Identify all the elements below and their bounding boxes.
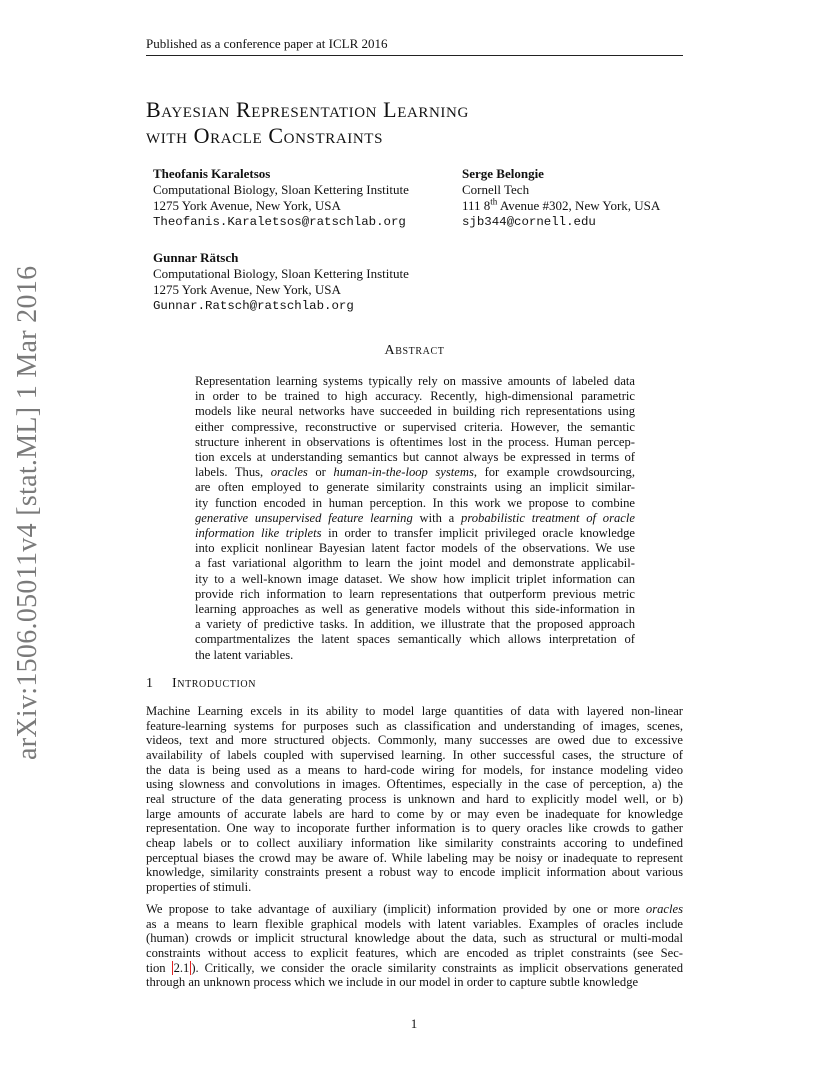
abstract-line: into explicit nonlinear Bayesian latent factor models of the observations. We use (195, 541, 635, 556)
abstract-line: ity to a well-known image dataset. We show how implicit triplet information can (195, 571, 635, 586)
paragraph-line: as a means to learn flexible graphical models with latent variables. Examples of oracles include (146, 916, 683, 931)
abstract-line: Representation learning systems typically rely on massive amounts of labeled data (195, 374, 635, 388)
header-rule (146, 55, 683, 56)
author-address (462, 198, 660, 214)
abstract-line: either compressive, reconstructive or supervised criteria. However, the semantic (195, 419, 635, 434)
address-superscript: th (490, 196, 498, 207)
address-part: Avenue #302, New York, USA (497, 198, 661, 213)
emphasis: probabilistic treatment of oracle (461, 510, 635, 525)
author-address: 1275 York Avenue, New York, USA (153, 282, 341, 297)
paragraph-line: representation. One way to incoporate further information is to query oracles like crowds to gather (146, 821, 683, 836)
author-name: Theofanis Karaletsos (153, 166, 271, 181)
author-email[interactable]: Theofanis.Karaletsos@ratschlab.org (153, 215, 406, 229)
author-affiliation: Computational Biology, Sloan Kettering Institute (153, 182, 409, 197)
text-run: ). Critically, we consider the oracle similarity constraints as implicit observations generated (191, 960, 683, 975)
paragraph-line: using slowness and convolutions in images. Oftentimes, especially in the case of perception, a) the (146, 777, 683, 792)
intro-paragraph-2 (146, 902, 683, 990)
author-name: Gunnar Rätsch (153, 250, 239, 265)
paragraph-line: real structure of the data generating process is unknown and hard to explicitly model well, or b) (146, 791, 683, 806)
abstract-line: are often employed to generate similarity constraints using an implicit similar- (195, 480, 635, 495)
emphasis: oracles (270, 465, 308, 480)
abstract-line: information like triplets in order to transfer implicit privileged oracle knowledge (195, 526, 635, 541)
intro-paragraph-1 (146, 704, 683, 895)
paragraph-line: cheap labels or to collect auxiliary information like similarity constraints accoring to undefined (146, 835, 683, 850)
title-line-2: with Oracle Constraints (146, 123, 384, 148)
address-part: 111 8 (462, 198, 491, 213)
abstract-line: ity function encoded in human perception. In this work we propose to combine (195, 495, 635, 510)
paragraph-line: the data is being used as a means to hard-code wiring for models, for instance modeling video (146, 762, 683, 777)
paragraph-line: Machine Learning excels in its ability to model large quantities of data with layered non-linear (146, 704, 683, 718)
abstract-line: in order to be trained to high accuracy. Recently, high-dimensional parametric (195, 389, 635, 404)
paragraph-line: knowledge, similarity constraints present a robust way to encode implicit information about various (146, 865, 683, 880)
paragraph-line: (human) crowds or implicit structural knowledge about the data, such as structural or multi-modal (146, 931, 683, 946)
abstract-heading: Abstract (384, 343, 445, 358)
running-header: Published as a conference paper at ICLR 2016 (146, 36, 388, 51)
section-heading (146, 676, 256, 692)
paragraph-line: through an unknown process which we include in our model in order to capture subtle knowledge (146, 975, 639, 990)
section-title: Introduction (172, 676, 257, 691)
arxiv-identifier-stamp: arXiv:1506.05011v4 [stat.ML] 1 Mar 2016 (12, 265, 43, 760)
paragraph-line: videos, text and more structured objects. Commonly, many successes are owed due to excessive (146, 733, 683, 748)
author-block-3 (153, 250, 409, 314)
paragraph-line: perceptual biases the crowd may be aware of. While labeling may be noisy or inadequate to represent (146, 850, 683, 865)
author-name: Serge Belongie (462, 166, 544, 181)
text-run: tion (146, 960, 172, 975)
abstract-line: structure inherent in observations is oftentimes lost in the process. Human percep- (195, 434, 635, 449)
emphasis: generative unsupervised feature learning (195, 510, 413, 525)
paragraph-line: We propose to take advantage of auxiliary (implicit) information provided by one or more oracles (146, 902, 683, 916)
author-affiliation: Computational Biology, Sloan Kettering Institute (153, 266, 409, 281)
paper-title (146, 97, 686, 149)
author-block-1 (153, 166, 409, 230)
author-email[interactable]: Gunnar.Ratsch@ratschlab.org (153, 299, 354, 313)
abstract-line: a fast variational algorithm to learn the joint model and demonstrate applicabil- (195, 556, 635, 571)
emphasis: oracles (645, 902, 683, 916)
author-address: 1275 York Avenue, New York, USA (153, 198, 341, 213)
emphasis: human-in-the-loop systems (333, 465, 474, 480)
abstract-line: a variety of predictive tasks. In addition, we illustrate that the proposed approach (195, 617, 635, 632)
abstract-line: tion excels at understanding semantics but cannot always be expressed in terms of (195, 450, 635, 465)
section-reference-link[interactable]: 2.1 (173, 960, 190, 975)
abstract-line: generative unsupervised feature learning with a probabilistic treatment of oracle (195, 510, 635, 525)
author-block-2 (462, 166, 660, 230)
emphasis: information like triplets (195, 526, 322, 541)
abstract-line: the latent variables. (195, 647, 294, 662)
section-number: 1 (146, 676, 153, 691)
abstract-body (195, 374, 635, 663)
paragraph-line: availability of labels coupled with supervised learning. In other successful cases, the structure of (146, 747, 683, 762)
paragraph-line: large amounts of accurate labels are hard to come by or may even be inadequate for knowledge (146, 806, 683, 821)
author-email[interactable]: sjb344@cornell.edu (462, 215, 596, 229)
abstract-line: provide rich information to learn representations that outperform previous metric (195, 586, 635, 601)
paragraph-line (146, 961, 683, 976)
abstract-line: compartmentalizes the latent spaces semantically which allows interpretation of (195, 632, 635, 647)
abstract-line: labels. Thus, oracles or human-in-the-loop systems, for example crowdsourcing, (195, 465, 635, 480)
paragraph-line: properties of stimuli. (146, 879, 252, 894)
paragraph-line: constraints without access to explicit features, which are encoded as triplet constraints (see Sec- (146, 945, 683, 960)
title-line-1: Bayesian Representation Learning (146, 97, 469, 122)
paragraph-line: feature-learning systems for purposes such as classification and understanding of images, scenes, (146, 718, 683, 733)
abstract-line: learning approaches as well as generative models without this side-information in (195, 602, 635, 617)
page-number: 1 (410, 1016, 418, 1031)
abstract-line: models like neural networks have succeeded in building rich representations using (195, 404, 635, 419)
author-affiliation: Cornell Tech (462, 182, 530, 197)
